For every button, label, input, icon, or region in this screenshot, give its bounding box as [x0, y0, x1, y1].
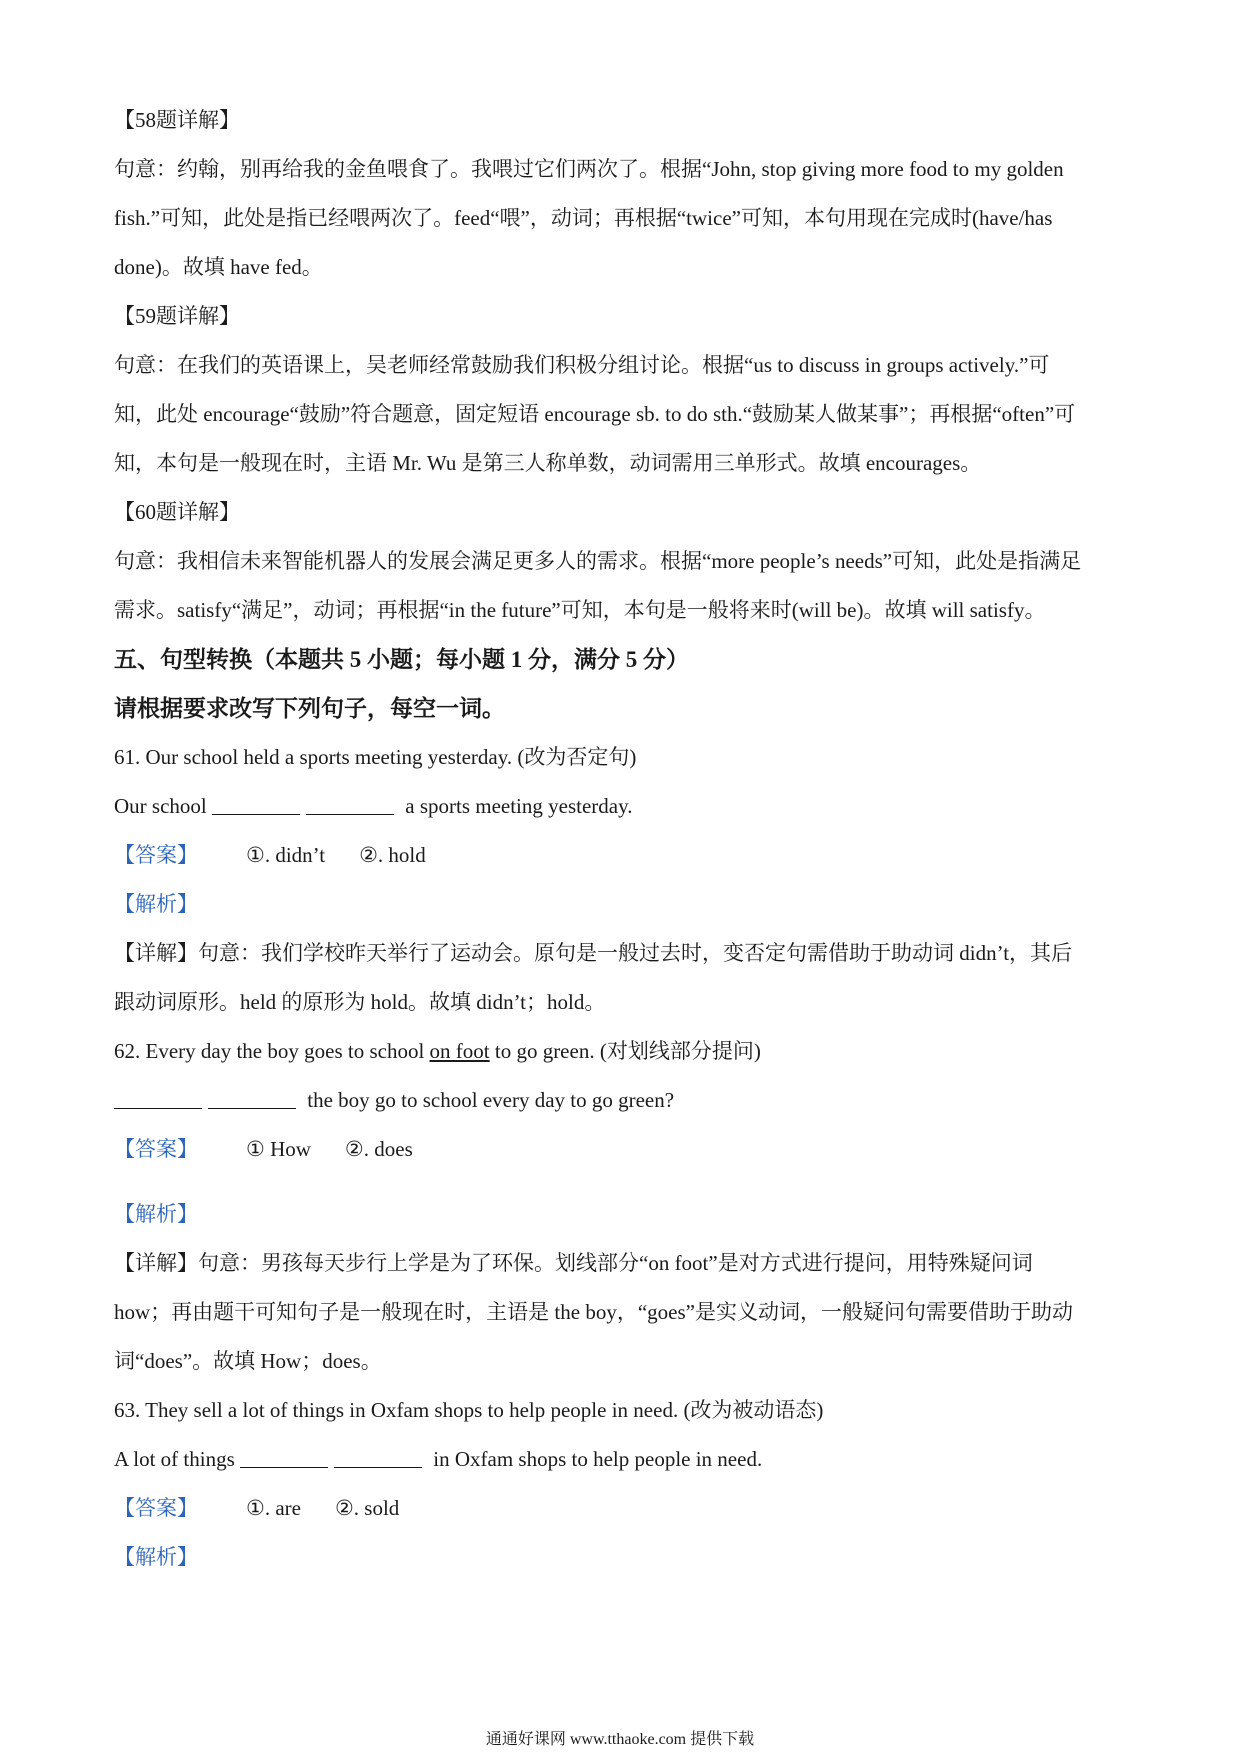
q62-analysis-tag: 【解析】 [114, 1202, 198, 1226]
q58-line-2: fish.”可知，此处是指已经喂两次了。feed“喂”，动词；再根据“twice”可知，本句用现在完成时(have/has [114, 206, 1053, 230]
q59-line-1: 句意：在我们的英语课上，吴老师经常鼓励我们积极分组讨论。根据“us to discuss in groups actively.”可 [114, 353, 1050, 377]
q61-detail-text-1: 句意：我们学校昨天举行了运动会。原句是一般过去时，变否定句需借助于助动词 didn’t，其后 [198, 941, 1073, 965]
q63-prompt-start: A lot of things [114, 1447, 235, 1471]
q59-header: 【59题详解】 [114, 304, 240, 328]
q62-answer-1: ① How [246, 1137, 311, 1161]
detail-tag: 【详解】 [114, 941, 198, 965]
answer-blank [114, 1107, 202, 1109]
q62-question-start: 62. Every day the boy goes to school [114, 1039, 430, 1063]
q63-answer [114, 1484, 1126, 1533]
q63-analysis-tag: 【解析】 [114, 1545, 198, 1569]
q63-prompt [114, 1435, 1126, 1484]
q61-detail-2: 跟动词原形。held 的原形为 hold。故填 didn’t；hold。 [114, 990, 606, 1014]
q61-prompt-end: a sports meeting yesterday. [405, 794, 633, 818]
section-title: 五、句型转换（本题共 5 小题；每小题 1 分，满分 5 分） [114, 647, 689, 672]
q62-detail-3: 词“does”。故填 How；does。 [114, 1349, 382, 1373]
q62-detail-text-1: 句意：男孩每天步行上学是为了环保。划线部分“on foot”是对方式进行提问，用特殊疑问词 [198, 1251, 1033, 1275]
q62-prompt [114, 1076, 1126, 1125]
q59-line-2: 知，此处 encourage“鼓励”符合题意，固定短语 encourage sb. to do sth.“鼓励某人做某事”；再根据“often”可 [114, 402, 1076, 426]
q63-answer-2: ②. sold [334, 1496, 400, 1520]
answer-tag: 【答案】 [114, 843, 198, 867]
q62-answer-2: ②. does [344, 1137, 413, 1161]
page-footer: 通通好课网 www.tthaoke.com 提供下载 [485, 1731, 755, 1748]
spacer [114, 1174, 1126, 1190]
answer-blank [208, 1107, 296, 1109]
answer-blank [240, 1466, 328, 1468]
q62-detail-1 [114, 1239, 1126, 1288]
q63-question: 63. They sell a lot of things in Oxfam shops to help people in need. (改为被动语态) [114, 1398, 824, 1422]
q62-prompt-end: the boy go to school every day to go green? [307, 1088, 675, 1112]
q62-question-end: to go green. (对划线部分提问) [489, 1039, 761, 1063]
q58-header: 【58题详解】 [114, 108, 240, 132]
q61-analysis-tag: 【解析】 [114, 892, 198, 916]
q63-answer-1: ①. are [246, 1496, 301, 1520]
answer-tag: 【答案】 [114, 1137, 198, 1161]
q61-answer-1: ①. didn’t [246, 843, 326, 867]
q63-prompt-end: in Oxfam shops to help people in need. [433, 1447, 763, 1471]
q61-prompt-start: Our school [114, 794, 207, 818]
answer-tag: 【答案】 [114, 1496, 198, 1520]
q61-detail-1 [114, 929, 1126, 978]
q60-header: 【60题详解】 [114, 500, 240, 524]
q61-answer-2: ②. hold [359, 843, 426, 867]
q61-question: 61. Our school held a sports meeting yesterday. (改为否定句) [114, 745, 637, 769]
q60-line-1: 句意：我相信未来智能机器人的发展会满足更多人的需求。根据“more people’s needs”可知，此处是指满足 [114, 549, 1082, 573]
q59-line-3: 知，本句是一般现在时，主语 Mr. Wu 是第三人称单数，动词需用三单形式。故填 encourages。 [114, 451, 982, 475]
q62-detail-2: how；再由题干可知句子是一般现在时，主语是 the boy，“goes”是实义动词，一般疑问句需要借助于助动 [114, 1300, 1073, 1324]
q62-question [114, 1027, 1126, 1076]
answer-blank [212, 813, 300, 815]
q62-underlined-phrase: on foot [429, 1039, 490, 1063]
q62-answer [114, 1125, 1126, 1174]
document-page [114, 96, 1126, 1582]
answer-blank [306, 813, 394, 815]
answer-blank [334, 1466, 422, 1468]
q58-line-1: 句意：约翰，别再给我的金鱼喂食了。我喂过它们两次了。根据“John, stop giving more food to my golden [114, 157, 1064, 181]
section-instruction: 请根据要求改写下列句子，每空一词。 [114, 696, 505, 721]
detail-tag: 【详解】 [114, 1251, 198, 1275]
q61-answer [114, 831, 1126, 880]
q60-line-2: 需求。satisfy“满足”，动词；再根据“in the future”可知，本句是一般将来时(will be)。故填 will satisfy。 [114, 598, 1046, 622]
q61-prompt [114, 782, 1126, 831]
q58-line-3: done)。故填 have fed。 [114, 255, 323, 279]
